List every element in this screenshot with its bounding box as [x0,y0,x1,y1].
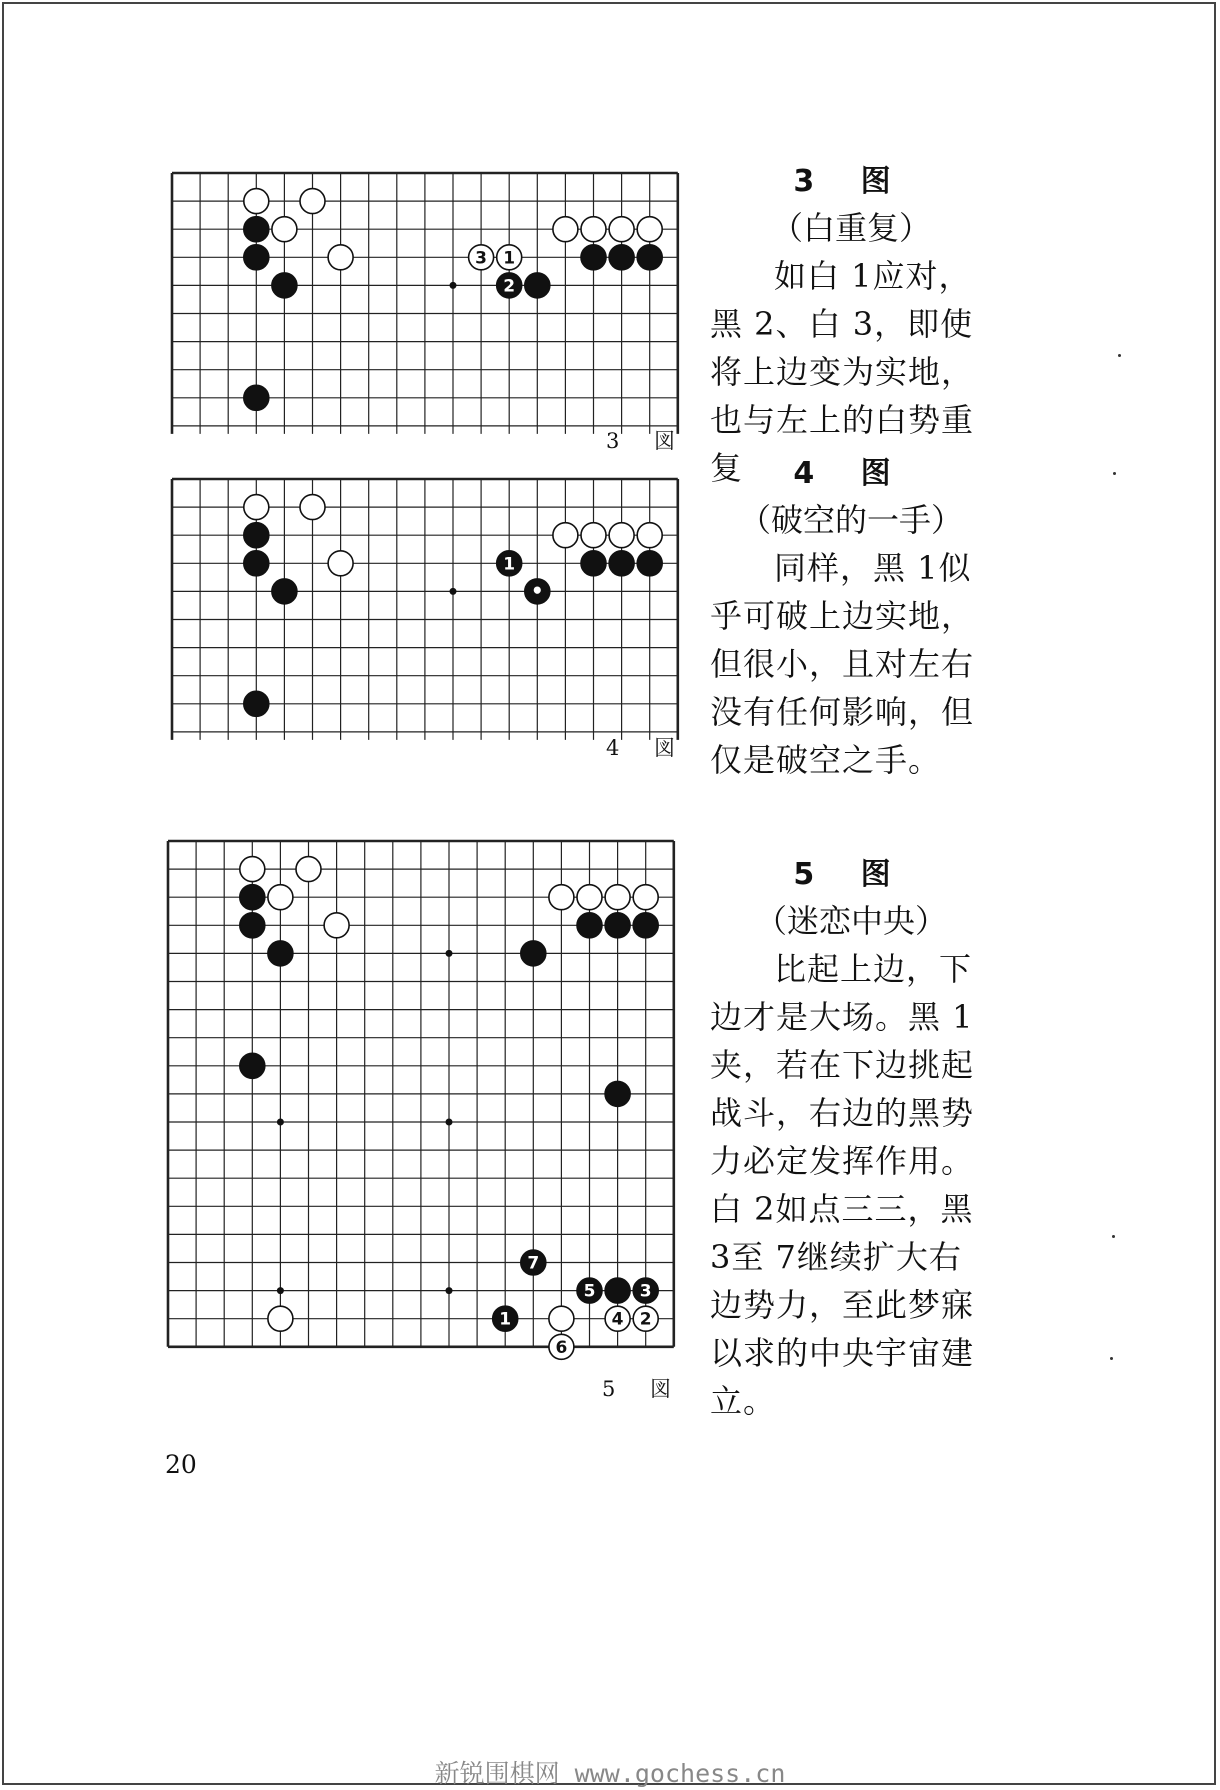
white-stone [637,217,662,242]
black-stone [272,273,297,298]
figure-title: 5 图 [793,857,909,892]
black-stone [605,1081,630,1106]
white-stone [581,217,606,242]
white-stone [244,495,269,520]
white-stone [240,857,265,882]
scan-speck [1118,354,1121,357]
go-board-fig3 [171,172,681,417]
black-stone [609,551,634,576]
black-stone [609,245,634,270]
black-stone [240,913,265,938]
white-stone [324,913,349,938]
white-stone [268,885,293,910]
white-stone [268,1306,293,1331]
star-point [446,1119,453,1126]
page-number: 20 [165,1450,197,1479]
black-stone [244,245,269,270]
black-stone [637,245,662,270]
figure-subtitle: （破空的一手） [738,501,963,539]
board-svg-fig3 [171,172,681,417]
black-stone [244,551,269,576]
white-stone [553,523,578,548]
board-svg-fig5 [167,840,677,1360]
black-stone [525,273,550,298]
board-caption-fig3: 3 図 [606,429,690,453]
figure-subtitle: （白重复） [770,209,931,247]
white-stone [296,857,321,882]
go-board-fig5 [167,840,677,1360]
move-number: 6 [555,1337,568,1358]
star-point [446,950,453,957]
black-stone [244,523,269,548]
star-point [277,1119,284,1126]
figure-title: 3 图 [793,164,909,199]
move-number: 5 [583,1281,596,1302]
white-stone [577,885,602,910]
white-stone [553,217,578,242]
move-number: 1 [503,554,516,575]
black-stone [244,691,269,716]
commentary-fig3 [710,160,992,492]
black-stone [240,1053,265,1078]
black-stone [244,385,269,410]
black-stone [637,551,662,576]
white-stone [300,189,325,214]
move-number: 3 [475,248,488,269]
white-stone [609,523,634,548]
move-number: 4 [611,1309,624,1330]
white-stone [549,1306,574,1331]
board-caption-fig5: 5 図 [602,1377,686,1401]
white-stone [609,217,634,242]
black-stone [272,579,297,604]
white-stone [637,523,662,548]
black-stone [521,941,546,966]
star-point [450,282,457,289]
move-number: 1 [499,1309,512,1330]
scan-speck [1113,472,1116,475]
white-stone [605,885,630,910]
watermark: 新锐围棋网 www.gochess.cn [434,1759,786,1788]
white-stone [328,245,353,270]
black-stone [581,245,606,270]
star-point [277,1287,284,1294]
black-stone [240,885,265,910]
scan-speck [1110,1357,1113,1360]
move-number: 3 [639,1281,652,1302]
figure-commentary: 比起上边，下边才是大场。黑 1夹，若在下边挑起战斗，右边的黑势力必定发挥作用。白 2如点三三，黑 3至 7继续扩大右边势力，至此梦寐以求的中央宇宙建立。 [710,950,975,1420]
commentary-fig5 [710,853,992,1425]
board-svg-fig4 [171,478,681,723]
white-stone [272,217,297,242]
white-stone [633,885,658,910]
move-number: 1 [503,248,516,269]
black-stone [268,941,293,966]
white-stone [549,885,574,910]
move-number: • [530,578,544,603]
move-number: 7 [527,1253,540,1274]
figure-commentary: 如白 1应对，黑 2、白 3，即使将上边变为实地，也与左上的白势重复 [710,257,975,487]
white-stone [244,189,269,214]
go-board-fig4 [171,478,681,723]
commentary-fig4 [710,452,992,784]
black-stone [244,217,269,242]
black-stone [633,913,658,938]
black-stone [605,1278,630,1303]
figure-title: 4 图 [793,456,909,491]
black-stone [581,551,606,576]
star-point [446,1287,453,1294]
figure-commentary: 同样，黑 1似乎可破上边实地，但很小，且对左右没有任何影响，但仅是破空之手。 [710,549,975,779]
star-point [450,588,457,595]
white-stone [581,523,606,548]
white-stone [300,495,325,520]
move-number: 2 [639,1309,652,1330]
white-stone [328,551,353,576]
figure-subtitle: （迷恋中央） [754,902,947,940]
board-caption-fig4: 4 図 [606,736,690,760]
scan-speck [1112,1235,1115,1238]
move-number: 2 [503,276,516,297]
black-stone [577,913,602,938]
black-stone [605,913,630,938]
